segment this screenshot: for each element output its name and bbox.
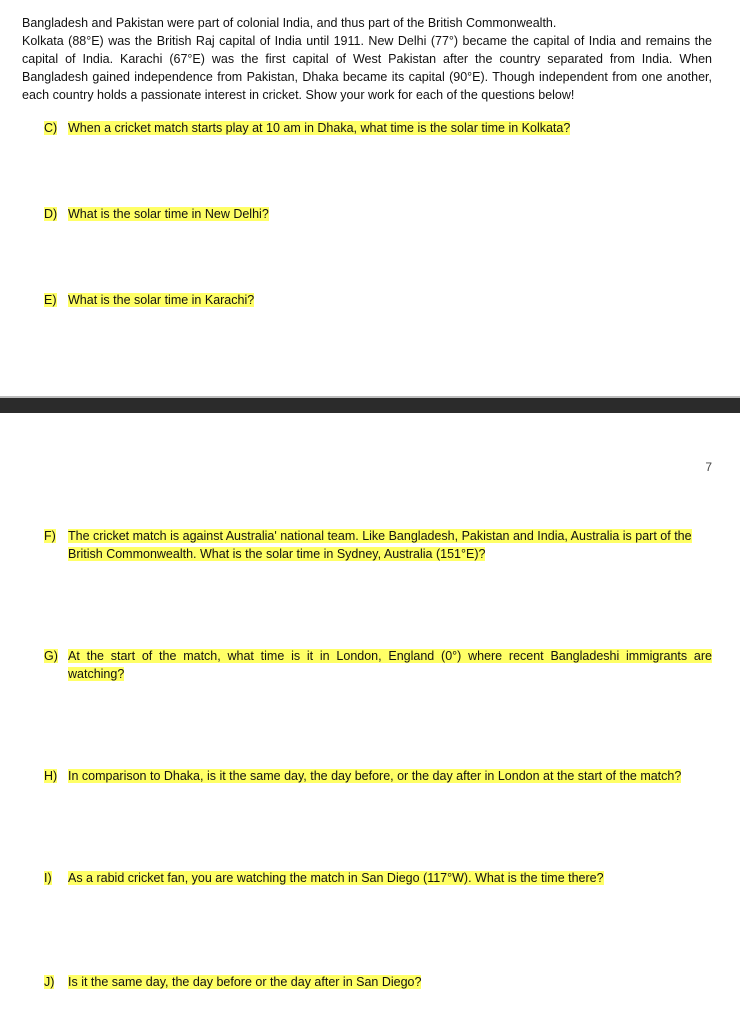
question-i (44, 869, 712, 887)
question-letter: F) (44, 529, 56, 543)
intro-text (22, 14, 712, 104)
question-text: What is the solar time in Karachi? (68, 293, 255, 307)
question-e (44, 291, 712, 309)
question-g (44, 647, 712, 683)
question-letter: G) (44, 649, 58, 663)
question-letter: H) (44, 769, 58, 783)
intro-line: Bangladesh and Pakistan were part of colonial India, and thus part of the British Commonwealth. (22, 16, 557, 30)
question-c (44, 119, 712, 137)
question-text: In comparison to Dhaka, is it the same day, the day before, or the day after in London at the start of the match? (68, 769, 682, 783)
question-h (44, 767, 712, 785)
page-break-divider (0, 396, 740, 413)
question-text: As a rabid cricket fan, you are watching the match in San Diego (117°W). What is the time there? (68, 871, 604, 885)
question-text: The cricket match is against Australia' national team. Like Bangladesh, Pakistan and India, Australia is part of the British Commonwealth. What is the solar time in Sydney, Australia (151°E)? (68, 529, 692, 561)
question-letter: E) (44, 293, 57, 307)
question-text: Is it the same day, the day before or the day after in San Diego? (68, 975, 422, 989)
question-text: What is the solar time in New Delhi? (68, 207, 269, 221)
question-letter: C) (44, 121, 58, 135)
question-letter: D) (44, 207, 58, 221)
question-d (44, 205, 712, 223)
question-j (44, 973, 712, 991)
question-letter: I) (44, 871, 52, 885)
question-f (44, 527, 712, 563)
question-text: At the start of the match, what time is it in London, England (0°) where recent Bangladeshi immigrants are watching? (68, 649, 712, 681)
page-number: 7 (705, 460, 712, 474)
question-letter: J) (44, 975, 55, 989)
question-text: When a cricket match starts play at 10 am in Dhaka, what time is the solar time in Kolkata? (68, 121, 571, 135)
intro-paragraph: Kolkata (88°E) was the British Raj capital of India until 1911. New Delhi (77°) became the capital of India and remains the capital of India. Karachi (67°E) was the first capital of West Pakistan after the country separated from India. When Bangladesh gained independence from Pakistan, Dhaka became its capital (90°E). Though independent from one another, each country holds a passionate interest in cricket. Show your work for each of the questions below! (22, 34, 712, 102)
